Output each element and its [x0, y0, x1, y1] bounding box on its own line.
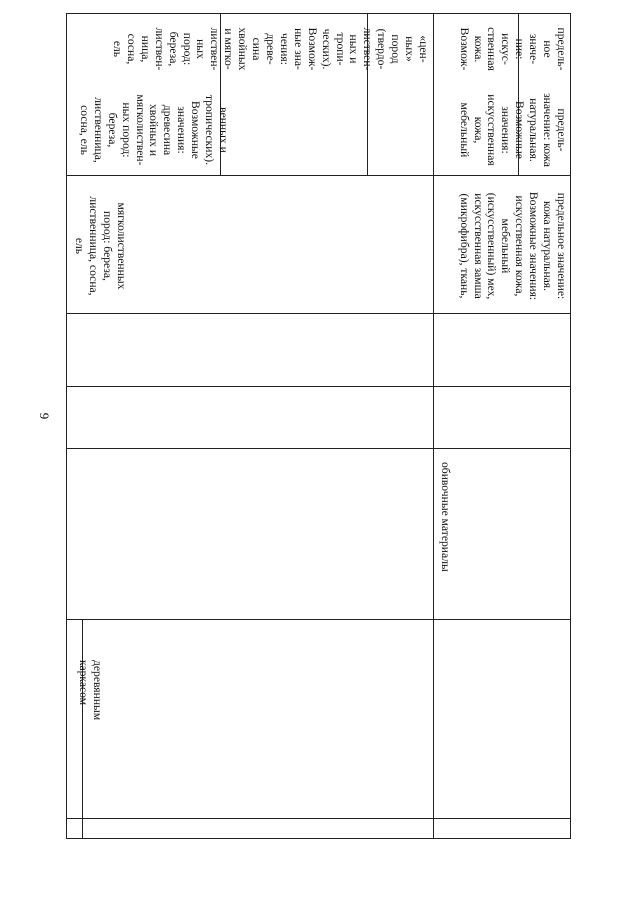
- upholstery-mid-line: кожа натуральная.: [541, 200, 555, 292]
- upholstery-mid-line: искусственная замша: [471, 193, 485, 299]
- wood-right-line: ель: [111, 40, 125, 58]
- page-number: 9: [37, 412, 52, 420]
- wood-narrow-line: хвойных и: [147, 103, 161, 157]
- wood-right-line: пород: [389, 34, 403, 64]
- divider-h5: [66, 619, 571, 620]
- upholstery-mid-line: предельное значение:: [555, 192, 568, 300]
- wood-right-line: хвойных: [236, 27, 250, 71]
- wood-right-line: ных и: [347, 34, 361, 64]
- table-border-bottom: [66, 838, 571, 839]
- wood-mid-line: ель: [73, 237, 87, 255]
- upholstery-right-line: ственная: [485, 27, 499, 71]
- upholstery-narrow-line: предель-: [555, 108, 568, 152]
- upholstery-mid-line: (микрофибра), ткань,: [457, 193, 471, 299]
- wood-right-line: ных: [194, 39, 208, 59]
- upholstery-right-line: кожа.: [471, 35, 485, 63]
- divider-h2: [66, 313, 571, 314]
- upholstery-narrow-line: значение: кожа: [541, 93, 555, 167]
- upholstery-mid-line: (искусственный) мех,: [485, 192, 499, 300]
- upholstery-narrow-line: кожа,: [471, 116, 485, 144]
- divider-h6: [66, 818, 571, 819]
- wood-narrow-line: сосна, ель: [77, 105, 91, 155]
- upholstery-right-line: ное: [541, 40, 555, 58]
- cell-frame-label: [70, 660, 110, 810]
- wood-right-line: «цен-: [417, 35, 430, 63]
- upholstery-mid-line: Возможные значения:: [527, 191, 541, 301]
- upholstery-narrow-line: мебельный: [457, 102, 471, 158]
- table-border-left: [66, 13, 67, 839]
- upholstery-narrow-line: натуральная.: [527, 98, 541, 162]
- upholstery-narrow-line: Возможные: [513, 101, 527, 159]
- upholstery-narrow-line: значения:: [499, 106, 513, 154]
- wood-narrow-line: тропических).: [203, 94, 217, 165]
- wood-right-line: листвен-: [361, 27, 375, 71]
- wood-right-line: ница,: [138, 35, 152, 63]
- wood-mid-line: лиственница, сосна,: [87, 196, 101, 296]
- wood-narrow-line: мягколиствен-: [133, 94, 147, 166]
- wood-right-line: тропи-: [333, 32, 347, 66]
- wood-narrow-line: лиственница,: [91, 97, 105, 163]
- wood-narrow-line: береза,: [105, 112, 119, 148]
- wood-right-line: ные зна-: [291, 28, 305, 70]
- wood-right-line: береза,: [166, 31, 180, 67]
- wood-right-line: листвен-: [152, 27, 166, 71]
- cell-wood-right: [70, 14, 432, 82]
- wood-right-line: сосна,: [124, 33, 138, 65]
- wood-right-line: листвен-: [208, 27, 222, 71]
- wood-right-line: сина: [250, 37, 264, 61]
- cell-upholstery-right: [436, 14, 570, 82]
- wood-narrow-line: венных и: [217, 107, 230, 153]
- cell-upholstery-narrow: [436, 84, 570, 174]
- cell-wood-mid: [70, 176, 132, 312]
- cell-wood-narrow: [70, 84, 232, 174]
- table-border-right: [570, 13, 571, 839]
- wood-right-line: древе-: [264, 33, 278, 65]
- upholstery-right-line: искус-: [499, 33, 513, 65]
- wood-right-line: ческих).: [319, 28, 333, 70]
- divider-v-row-split: [433, 13, 434, 839]
- wood-narrow-line: древесина: [161, 104, 175, 156]
- material-label: обивочные материалы: [439, 462, 452, 572]
- upholstery-right-line: Возмож-: [457, 27, 471, 71]
- upholstery-right-line: значе-: [527, 33, 541, 65]
- divider-h4: [66, 448, 571, 449]
- upholstery-right-line: предель-: [555, 27, 568, 71]
- wood-right-line: ных»: [403, 36, 417, 62]
- wood-narrow-line: значения:: [175, 106, 189, 154]
- frame-label-line: каркасом: [77, 660, 91, 706]
- wood-right-line: Возмож-: [305, 27, 319, 71]
- cell-material-label: [436, 462, 456, 612]
- wood-mid-line: пород: береза,: [101, 211, 115, 281]
- cell-upholstery-mid: [436, 176, 570, 312]
- divider-h3: [66, 386, 571, 387]
- upholstery-mid-line: искусственная кожа,: [513, 195, 527, 297]
- upholstery-right-line: ние:: [513, 38, 527, 60]
- wood-mid-line: мягколиственных: [115, 202, 128, 290]
- wood-right-line: (твердо-: [375, 28, 389, 70]
- wood-narrow-line: Возможные: [189, 101, 203, 159]
- upholstery-narrow-line: искусственная: [485, 94, 499, 166]
- upholstery-mid-line: мебельный: [499, 218, 513, 274]
- wood-right-line: и мягко-: [222, 28, 236, 70]
- frame-label-line: деревянным: [91, 660, 104, 721]
- wood-narrow-line: ных пород:: [119, 102, 133, 158]
- wood-right-line: пород:: [180, 32, 194, 66]
- wood-right-line: чения:: [277, 33, 291, 65]
